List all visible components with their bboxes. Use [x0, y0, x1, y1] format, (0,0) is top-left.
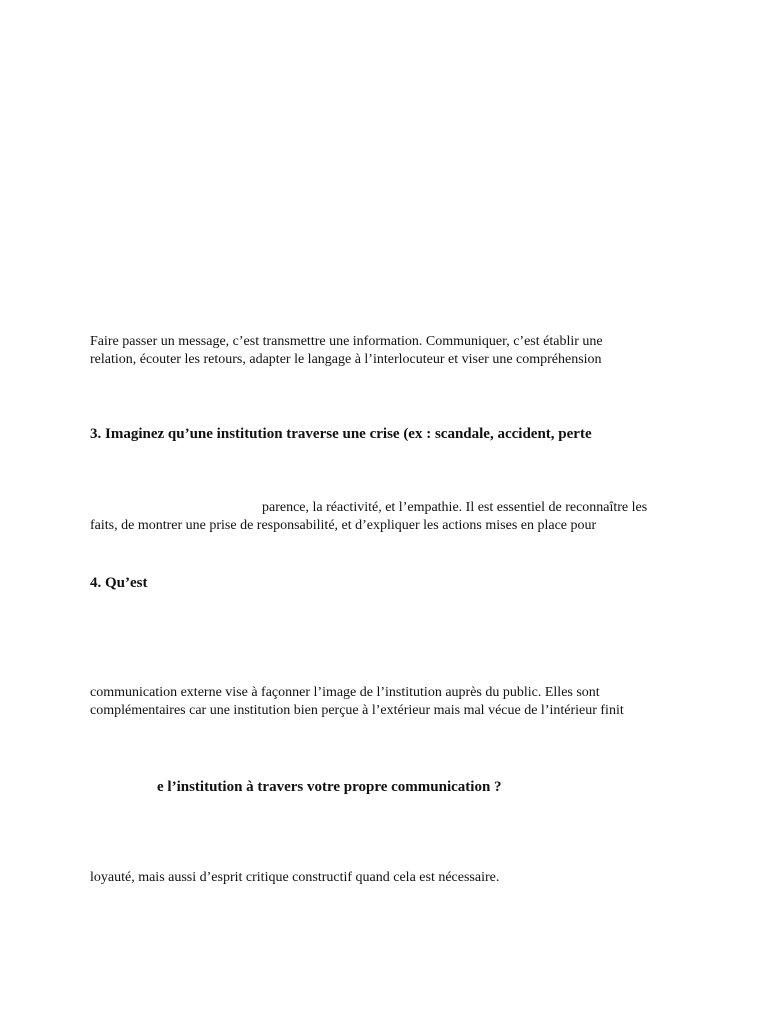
- question-4-heading: 4. Qu’est: [90, 575, 148, 591]
- question-3-heading: 3. Imaginez qu’une institution traverse une crise (ex : scandale, accident, perte: [90, 426, 592, 442]
- paragraph-2-line-2: faits, de montrer une prise de responsabilité, et d’expliquer les actions mises en place pour: [90, 518, 597, 533]
- paragraph-1-line-2: relation, écouter les retours, adapter le langage à l’interlocuteur et viser une compréhension: [90, 352, 602, 367]
- paragraph-3-line-2: complémentaires car une institution bien perçue à l’extérieur mais mal vécue de l’intérieur finit: [90, 703, 624, 718]
- paragraph-1-line-1: Faire passer un message, c’est transmettre une information. Communiquer, c’est établir une: [90, 334, 603, 349]
- paragraph-2-line-1: parence, la réactivité, et l’empathie. Il est essentiel de reconnaître les: [262, 500, 648, 515]
- paragraph-3-line-1: communication externe vise à façonner l’image de l’institution auprès du public. Elles sont: [90, 685, 600, 700]
- question-5-heading: e l’institution à travers votre propre communication ?: [157, 779, 502, 795]
- paragraph-4-line-1: loyauté, mais aussi d’esprit critique constructif quand cela est nécessaire.: [90, 870, 500, 885]
